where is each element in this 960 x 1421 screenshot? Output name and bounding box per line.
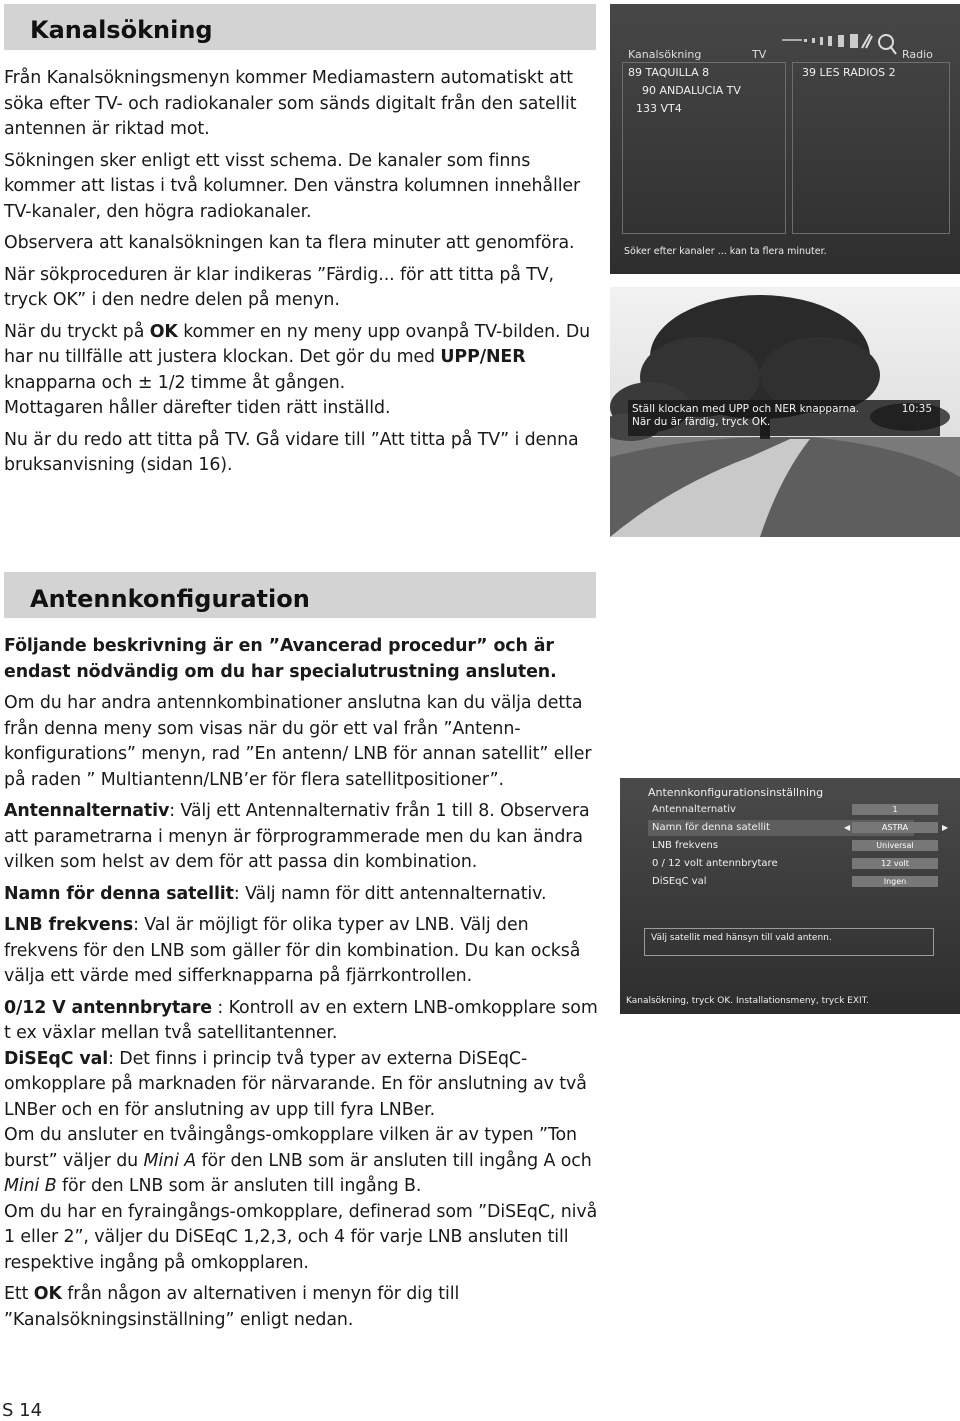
clock-setting-screenshot (610, 287, 960, 537)
text: Ett (4, 1284, 34, 1304)
right-arrow-icon: ▶ (942, 823, 949, 832)
paragraph: När sökproceduren är klar indikeras ”Färdig... för att titta på TV, tryck OK” i den nedre delen på menyn. (4, 264, 554, 310)
upp-ner-key-term: UPP/NER (440, 347, 526, 367)
screen-title: Antennkonfigurationsinställning (648, 786, 824, 799)
tv-channel-item: 90 ANDALUCIA TV (642, 84, 741, 97)
paragraph: Om du har en fyraingångs-omkopplare, definerad som ”DiSEqC, nivå 1 eller 2”, väljer du DiSEqC 1,2,3, och 4 för varje LNB ansluten till respektive ingång på omkopplaren. (4, 1201, 598, 1273)
paragraph: Från Kanalsökningsmenyn kommer Mediamastern automatiskt att söka efter TV- och radiokanaler som sänds digitalt från den satellit antennen är riktad mot. (4, 68, 577, 139)
term: 0/12 V antennbrytare (4, 997, 212, 1018)
paragraph (4, 913, 602, 990)
section2-text (4, 634, 602, 1339)
clock-osd-box (628, 400, 940, 436)
term: DiSEqC val (4, 1048, 109, 1069)
text: kommer en ny meny upp ovanpå TV-bilden. Du har nu tillfälle att justera klockan. Det gör du med (4, 321, 591, 367)
paragraph (4, 996, 602, 1047)
tv-column-label: TV (752, 48, 767, 61)
paragraph: Sökningen sker enligt ett visst schema. De kanaler som finns kommer att listas i två kolumner. Den vänstra kolumnen innehåller TV-kanaler, den högra radiokanaler. (4, 150, 581, 222)
text: : Välj namn för ditt antennalternativ. (233, 883, 547, 904)
menu-row-lnb-frekvens (648, 838, 914, 854)
paragraph: Mottagaren håller därefter tiden rätt inställd. (4, 398, 391, 418)
section-heading-kanalsokning: Kanalsökning (4, 4, 596, 50)
paragraph: Om du har andra antennkombinationer anslutna kan du välja detta från denna meny som visas när du gör ett val från ”Antenn-konfigurations” menyn, rad ”En antenn/ LNB för annan satellit” eller på raden ” Multiantenn/LNB’er för flera satellitpositioner”. (4, 693, 592, 790)
search-status-text: Söker efter kanaler ... kan ta flera minuter. (624, 246, 827, 257)
row-value: Ingen (852, 876, 938, 887)
tv-channel-item: 133 VT4 (636, 102, 682, 115)
paragraph: Nu är du redo att titta på TV. Gå vidare till ”Att titta på TV” i denna bruksanvisning (sidan 16). (4, 429, 579, 475)
row-label: Antennalternativ (652, 804, 736, 815)
menu-row-diseqc (648, 874, 914, 890)
row-value: 1 (852, 804, 938, 815)
term: Mini B (4, 1176, 57, 1196)
text: : Välj ett Antennalternativ från 1 till 8. Observera att parametrarna i menyn är förprogrammerade men du kan ändra vilken som helst av dem för att passa din kombination. (4, 801, 590, 872)
section1-text (4, 66, 602, 485)
text: för den LNB som är ansluten till ingång A och (196, 1150, 592, 1171)
row-label: Namn för denna satellit (652, 822, 770, 833)
osd-line: Ställ klockan med UPP och NER knapparna. (632, 403, 860, 415)
clock-time: 10:35 (901, 403, 932, 415)
row-label: LNB frekvens (652, 840, 719, 851)
radio-column-label: Radio (902, 48, 933, 61)
lead-paragraph: Följande beskrivning är en ”Avancerad procedur” och är endast nödvändig om du har specialutrustning ansluten. (4, 636, 557, 682)
section-heading-antennkonfiguration: Antennkonfiguration (4, 572, 596, 618)
radio-channel-panel (792, 62, 950, 234)
text: När du tryckt på (4, 321, 150, 342)
paragraph (4, 320, 602, 397)
text: knapparna och ± 1/2 timme åt gången. (4, 372, 346, 393)
term: Antennalternativ (4, 801, 170, 821)
ok-key-term: OK (149, 321, 178, 342)
text: : Val är möjligt för olika typer av LNB. Välj den frekvens för den LNB som gäller för din kombination. Du kan också välja ett värde med sifferknapparna på fjärrkontrollen. (4, 915, 581, 986)
screen-title: Kanalsökning (628, 48, 702, 61)
osd-line: När du är färdig, tryck OK. (632, 416, 771, 428)
paragraph (4, 882, 602, 908)
term: Mini A (143, 1150, 197, 1171)
row-value: ASTRA (852, 822, 938, 833)
row-label: 0 / 12 volt antennbrytare (652, 858, 778, 869)
antenna-config-screenshot (620, 778, 960, 1014)
tv-channel-item: 89 TAQUILLA 8 (628, 66, 710, 79)
row-value: 12 volt (852, 858, 938, 869)
menu-row-antennalternativ (648, 802, 914, 818)
paragraph: Observera att kanalsökningen kan ta flera minuter att genomföra. (4, 233, 575, 253)
row-label: DiSEqC val (652, 876, 707, 887)
text: från någon av alternativen i menyn för dig till ”Kanalsökningsinställning” enligt nedan. (4, 1284, 460, 1330)
paragraph (4, 1047, 602, 1124)
term: LNB frekvens (4, 915, 134, 935)
row-value: Universal (852, 840, 938, 851)
page-number: S 14 (2, 1400, 43, 1421)
paragraph (4, 1282, 602, 1333)
signal-strength-icon (782, 34, 902, 60)
menu-row-satellite-name (648, 820, 949, 836)
radio-channel-item: 39 LES RADIOS 2 (802, 66, 896, 79)
text: Om du ansluter en tvåingångs-omkopplare vilken är av typen ”Ton burst” väljer du (4, 1125, 577, 1171)
text: : Det finns i princip två typer av externa DiSEqC-omkopplare på marknaden för närvarande. En för anslutning av två LNBer och en för anslutning av upp till fyra LNBer. (4, 1048, 587, 1120)
menu-row-antennbrytare (648, 856, 914, 872)
text: för den LNB som är ansluten till ingång B. (56, 1176, 422, 1196)
status-bar-text: Kanalsökning, tryck OK. Installationsmeny, tryck EXIT. (626, 996, 869, 1006)
paragraph (4, 1123, 602, 1200)
text: : Kontroll av en extern LNB-omkopplare som t ex växlar mellan två satellitantenner. (4, 997, 598, 1043)
ok-key-term: OK (33, 1284, 62, 1304)
paragraph (4, 799, 602, 876)
channel-search-screenshot (610, 4, 960, 274)
left-arrow-icon: ◀ (844, 823, 851, 832)
help-message-box: Välj satellit med hänsyn till vald antenn. (644, 928, 934, 956)
term: Namn för denna satellit (4, 883, 234, 904)
